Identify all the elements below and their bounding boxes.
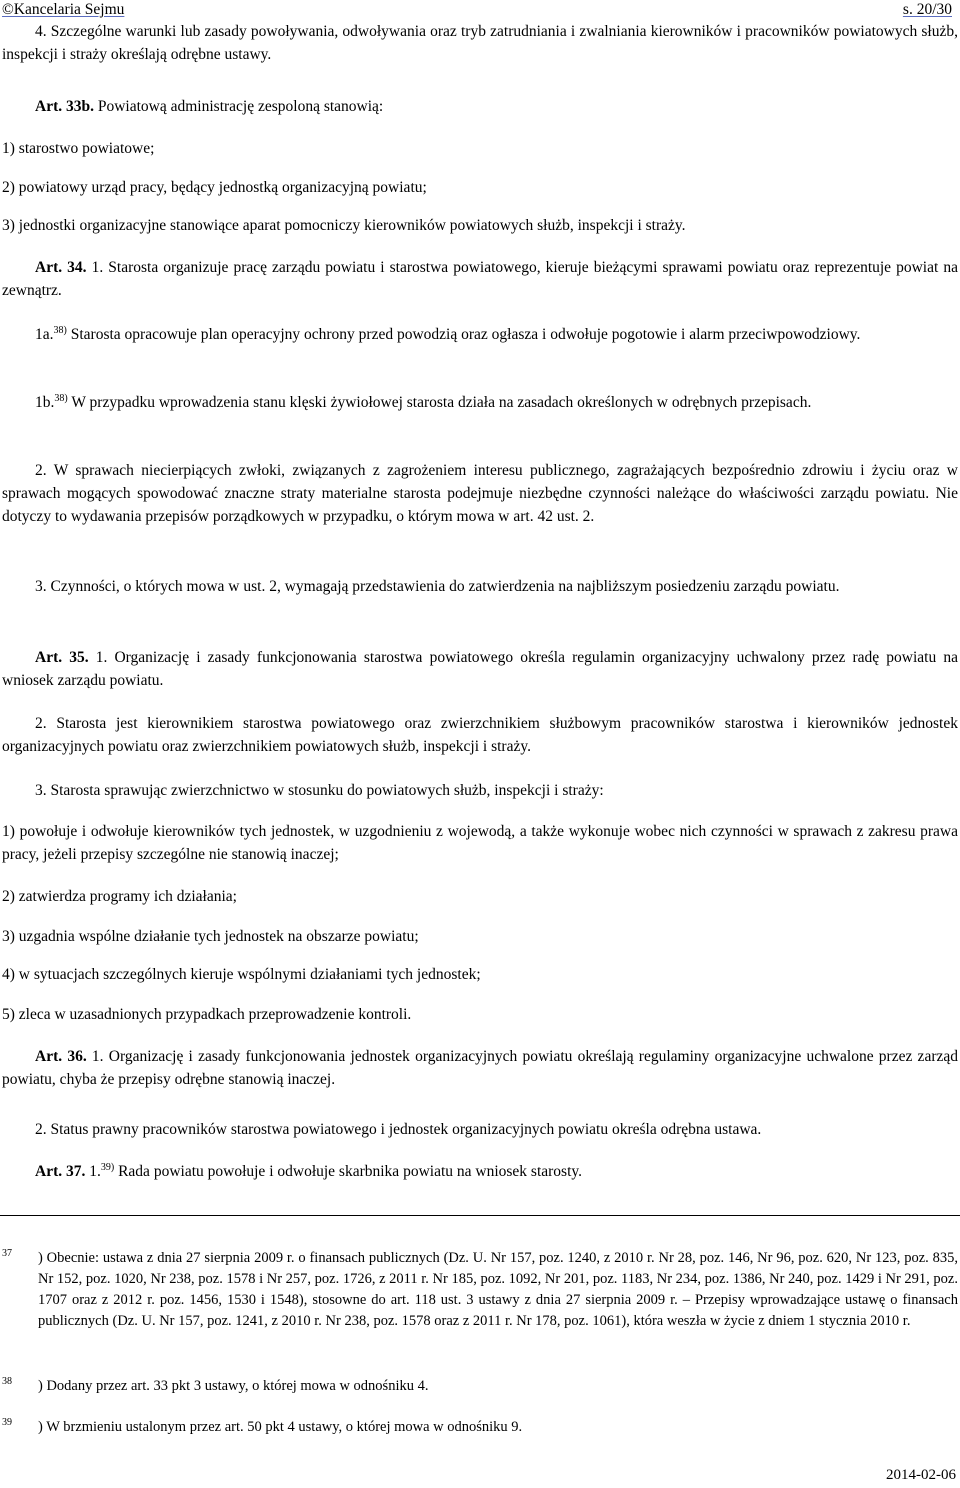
paragraph-art36-2: 2. Status prawny pracowników starostwa powiatowego i jednostek organizacyjnych powiatu określa odrębna ustawa.: [35, 1121, 762, 1138]
paragraph-art35-1: [2, 646, 958, 692]
list-item: 2) powiatowy urząd pracy, będący jednostką organizacyjną powiatu;: [2, 179, 427, 196]
paragraph-number: 1a.: [35, 326, 54, 343]
article-label: Art. 35.: [35, 649, 89, 666]
article-text: 1. Organizację i zasady funkcjonowania jednostek organizacyjnych powiatu określają regulaminy organizacyjne uchwalone przez zarząd powiatu, chyba że przepisy odrębne stanowią inaczej.: [2, 1048, 958, 1088]
article-text: Powiatową administrację zespoloną stanowią:: [93, 98, 384, 115]
footnote: [2, 1417, 958, 1438]
footnote-text: ) Obecnie: ustawa z dnia 27 sierpnia 2009 r. o finansach publicznych (Dz. U. Nr 157, poz. 1240, z 2010 r. Nr 28, poz. 146, Nr 96, poz. 620, Nr 123, poz. 835, Nr 152, poz. 1020, Nr 238, poz. 1578 i Nr 257, poz. 1726, z 2011 r. Nr 185, poz. 1092, Nr 201, poz. 1183, Nr 234, poz. 1386, Nr 240, poz. 1429 i Nr 291, poz. 1707 oraz z 2012 r. poz. 1456, 1530 i 1548), stosowne do art. 118 ust. 3 ustawy z dnia 27 sierpnia 2009 r. – Przepisy wprowadzające ustawę o finansach publicznych (Dz. U. Nr 157, poz. 1241, z 2010 r. Nr 238, poz. 1578 oraz z 2011 r. Nr 178, poz. 1061), która weszła w życie z dniem 1 stycznia 2010 r.: [38, 1250, 958, 1329]
paragraph-art37-1: [2, 1160, 958, 1183]
paragraph-art36-1: [2, 1045, 958, 1091]
paragraph-art33b: [2, 95, 958, 118]
list-item: 3) jednostki organizacyjne stanowiące aparat pomocniczy kierowników powiatowych służb, inspekcji i straży.: [2, 217, 686, 234]
list-item: 5) zleca w uzasadnionych przypadkach przeprowadzenie kontroli.: [2, 1006, 412, 1023]
paragraph-art34-1a: [2, 323, 958, 346]
list-item: 2) zatwierdza programy ich działania;: [2, 888, 237, 905]
paragraph-art34-2: 2. W sprawach niecierpiących zwłoki, związanych z zagrożeniem interesu publicznego, zagrażających bezpośrednio zdrowiu i życiu oraz w sprawach mogących spowodować znaczne straty materialne starosta podejmuje niezbędne czynności należące do właściwości zarządu powiatu. Nie dotyczy to wydawania przepisów porządkowych w przypadku, o którym mowa w art. 42 ust. 2.: [2, 462, 958, 525]
footnote-text: ) Dodany przez art. 33 pkt 3 ustawy, o której mowa w odnośniku 4.: [38, 1378, 429, 1394]
article-text: 1. Starosta organizuje pracę zarządu powiatu i starostwa powiatowego, kieruje bieżącymi sprawami powiatu oraz reprezentuje powiat na zewnątrz.: [2, 259, 958, 299]
paragraph-text: Rada powiatu powołuje i odwołuje skarbnika powiatu na wniosek starosty.: [114, 1163, 583, 1180]
footnote-ref: 39): [100, 1161, 115, 1173]
footnote-ref: 38): [54, 392, 68, 404]
article-label: Art. 37.: [35, 1163, 86, 1180]
paragraph-art34-1b: [2, 391, 958, 414]
article-label: Art. 33b.: [35, 98, 94, 115]
footnote-number: 39: [2, 1417, 12, 1429]
list-item: 4) w sytuacjach szczególnych kieruje wspólnymi działaniami tych jednostek;: [2, 966, 481, 983]
paragraph-text: W przypadku wprowadzenia stanu klęski żywiołowej starosta działa na zasadach określonych w odrębnych przepisach.: [67, 394, 812, 411]
footnote: [2, 1248, 958, 1332]
document-date: 2014-02-06: [886, 1467, 956, 1483]
article-text: 1. Organizację i zasady funkcjonowania starostwa powiatowego określa regulamin organizacyjny uchwalony przez radę powiatu na wniosek zarządu powiatu.: [2, 649, 958, 689]
list-item: 1) starostwo powiatowe;: [2, 140, 155, 157]
list-item: 1) powołuje i odwołuje kierowników tych jednostek, w uzgodnieniu z wojewodą, a także wykonuje wobec nich czynności w sprawach z zakresu prawa pracy, jeżeli przepisy szczególne nie stanowią inaczej;: [2, 823, 958, 863]
paragraph-art34-3: 3. Czynności, o których mowa w ust. 2, wymagają przedstawienia do zatwierdzenia na najbliższym posiedzeniu zarządu powiatu.: [35, 578, 840, 595]
paragraph-art35-3: 3. Starosta sprawując zwierzchnictwo w stosunku do powiatowych służb, inspekcji i straży:: [35, 782, 604, 799]
paragraph-number: 1.: [85, 1163, 101, 1180]
footnote-ref: 38): [53, 324, 67, 336]
footnote-divider: [0, 1215, 960, 1216]
paragraph-art33a-4: 4. Szczególne warunki lub zasady powoływania, odwoływania oraz tryb zatrudniania i zwalniania kierowników i pracowników powiatowych służb, inspekcji i straży określają odrębne ustawy.: [2, 23, 958, 63]
article-label: Art. 36.: [35, 1048, 87, 1065]
header-page-number: s. 20/30: [902, 1, 952, 18]
footnote: [2, 1376, 958, 1397]
article-label: Art. 34.: [35, 259, 87, 276]
list-item: 3) uzgadnia wspólne działanie tych jednostek na obszarze powiatu;: [2, 928, 419, 945]
header-publisher: ©Kancelaria Sejmu: [2, 1, 125, 18]
paragraph-number: 1b.: [35, 394, 55, 411]
footnote-number: 38: [2, 1376, 12, 1388]
paragraph-art35-2: 2. Starosta jest kierownikiem starostwa powiatowego oraz zwierzchnikiem służbowym pracowników starostwa i kierowników jednostek organizacyjnych powiatu oraz zwierzchnikiem powiatowych służb, inspekcji i straży.: [2, 715, 958, 755]
paragraph-art34-1: [2, 256, 958, 302]
paragraph-text: Starosta opracowuje plan operacyjny ochrony przed powodzią oraz ogłasza i odwołuje pogotowie i alarm przeciwpowodziowy.: [66, 326, 861, 343]
footnote-number: 37: [2, 1248, 12, 1260]
footnote-text: ) W brzmieniu ustalonym przez art. 50 pkt 4 ustawy, o której mowa w odnośniku 9.: [38, 1419, 523, 1435]
